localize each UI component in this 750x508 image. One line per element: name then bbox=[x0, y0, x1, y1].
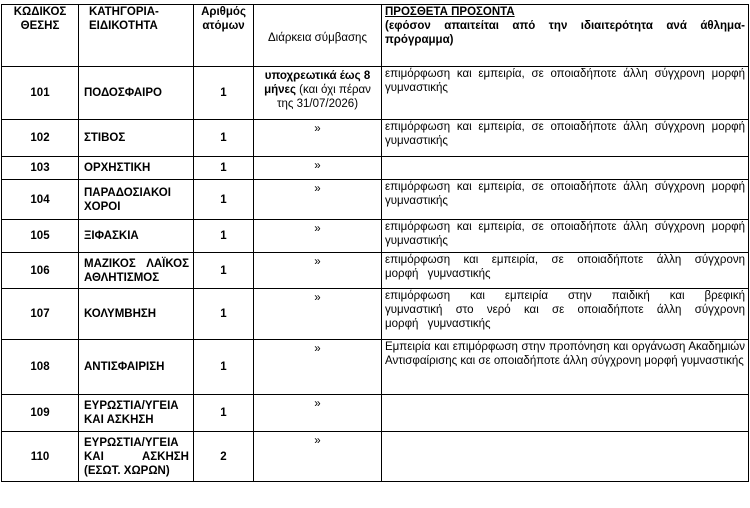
position-qualifications: επιμόρφωση και εμπειρία, σε οποιαδήποτε άλλη σύγχρονη μορφή γυμναστικής bbox=[382, 220, 749, 253]
position-count: 1 bbox=[194, 253, 254, 289]
position-category: ΠΟΔΟΣΦΑΙΡΟ bbox=[79, 67, 194, 120]
position-duration: » bbox=[254, 289, 382, 340]
position-duration: » bbox=[254, 340, 382, 395]
position-category: ΚΟΛΥΜΒΗΣΗ bbox=[79, 289, 194, 340]
position-category: ΞΙΦΑΣΚΙΑ bbox=[79, 220, 194, 253]
position-duration: » bbox=[254, 253, 382, 289]
header-qualifications-title: ΠΡΟΣΘΕΤΑ ΠΡΟΣΟΝΤΑ bbox=[385, 6, 515, 18]
position-duration: » bbox=[254, 395, 382, 432]
position-qualifications: Εμπειρία και επιμόρφωση στην προπόνηση και οργάνωση Ακαδημιών Αντισφαίρισης και σε οποιαδήποτε άλλη σύγχρονη μορφή γυμναστικής bbox=[382, 340, 749, 395]
table-row bbox=[2, 120, 749, 157]
position-count: 1 bbox=[194, 180, 254, 220]
duration-mandatory: υποχρεωτικά έως 8 μήνες bbox=[264, 70, 371, 96]
header-qualifications bbox=[382, 5, 749, 67]
position-category: ΜΑΖΙΚΟΣ ΛΑΪΚΟΣ ΑΘΛΗΤΙΣΜΟΣ bbox=[79, 253, 194, 289]
table-row bbox=[2, 432, 749, 482]
position-qualifications: επιμόρφωση και εμπειρία, σε οποιαδήποτε άλλη σύγχρονη μορφή γυμναστικής bbox=[382, 180, 749, 220]
header-qualifications-subtitle: (εφόσον απαιτείται από την ιδιαιτερότητα ανά άθλημα-πρόγραμμα) bbox=[385, 20, 745, 46]
table-row bbox=[2, 220, 749, 253]
table-row bbox=[2, 67, 749, 120]
table-row bbox=[2, 289, 749, 340]
position-category: ΑΝΤΙΣΦΑΙΡΙΣΗ bbox=[79, 340, 194, 395]
position-duration: » bbox=[254, 220, 382, 253]
position-qualifications bbox=[382, 395, 749, 432]
position-code: 101 bbox=[2, 67, 79, 120]
position-count: 1 bbox=[194, 67, 254, 120]
position-count: 1 bbox=[194, 220, 254, 253]
header-code: ΚΩΔΙΚΟΣ ΘΕΣΗΣ bbox=[2, 5, 79, 67]
position-duration: » bbox=[254, 120, 382, 157]
table-row bbox=[2, 253, 749, 289]
position-code: 108 bbox=[2, 340, 79, 395]
position-count: 1 bbox=[194, 120, 254, 157]
header-row bbox=[2, 5, 749, 67]
position-qualifications: επιμόρφωση και εμπειρία, σε οποιαδήποτε άλλη σύγχρονη μορφή γυμναστικής bbox=[382, 120, 749, 157]
table-row bbox=[2, 340, 749, 395]
table-row bbox=[2, 157, 749, 180]
position-duration bbox=[254, 67, 382, 120]
position-duration: » bbox=[254, 157, 382, 180]
position-count: 1 bbox=[194, 395, 254, 432]
position-qualifications: επιμόρφωση και εμπειρία, σε οποιαδήποτε άλλη σύγχρονη μορφή γυμναστικής bbox=[382, 253, 749, 289]
position-qualifications: επιμόρφωση και εμπειρία, σε οποιαδήποτε άλλη σύγχρονη μορφή γυμναστικής bbox=[382, 67, 749, 120]
position-count: 1 bbox=[194, 340, 254, 395]
position-code: 103 bbox=[2, 157, 79, 180]
position-code: 109 bbox=[2, 395, 79, 432]
position-code: 106 bbox=[2, 253, 79, 289]
position-code: 110 bbox=[2, 432, 79, 482]
position-code: 102 bbox=[2, 120, 79, 157]
position-code: 105 bbox=[2, 220, 79, 253]
positions-table bbox=[1, 4, 749, 482]
position-category: ΠΑΡΑΔΟΣΙΑΚΟΙ ΧΟΡΟΙ bbox=[79, 180, 194, 220]
position-category: ΕΥΡΩΣΤΙΑ/ΥΓΕΙΑ ΚΑΙ ΑΣΚΗΣΗ bbox=[79, 395, 194, 432]
duration-limit: (και όχι πέραν της 31/07/2026) bbox=[276, 84, 371, 110]
table-row bbox=[2, 395, 749, 432]
header-count: Αριθμός ατόμων bbox=[194, 5, 254, 67]
position-category: ΕΥΡΩΣΤΙΑ/ΥΓΕΙΑ ΚΑΙ ΑΣΚΗΣΗ (ΕΣΩΤ. ΧΩΡΩΝ) bbox=[79, 432, 194, 482]
header-duration: Διάρκεια σύμβασης bbox=[254, 5, 382, 67]
header-category: ΚΑΤΗΓΟΡΙΑ-ΕΙΔΙΚΟΤΗΤΑ bbox=[79, 5, 194, 67]
table-row bbox=[2, 180, 749, 220]
position-count: 1 bbox=[194, 157, 254, 180]
position-count: 2 bbox=[194, 432, 254, 482]
position-qualifications bbox=[382, 432, 749, 482]
position-duration: » bbox=[254, 432, 382, 482]
position-code: 107 bbox=[2, 289, 79, 340]
position-duration: » bbox=[254, 180, 382, 220]
position-code: 104 bbox=[2, 180, 79, 220]
position-qualifications: επιμόρφωση και εμπειρία στην παιδική και βρεφική γυμναστική στο νερό και σε οποιαδήποτε άλλη σύγχρονη μορφή γυμναστικής bbox=[382, 289, 749, 340]
table-body bbox=[2, 67, 749, 482]
position-count: 1 bbox=[194, 289, 254, 340]
position-category: ΟΡΧΗΣΤΙΚΗ bbox=[79, 157, 194, 180]
position-qualifications bbox=[382, 157, 749, 180]
position-category: ΣΤΙΒΟΣ bbox=[79, 120, 194, 157]
